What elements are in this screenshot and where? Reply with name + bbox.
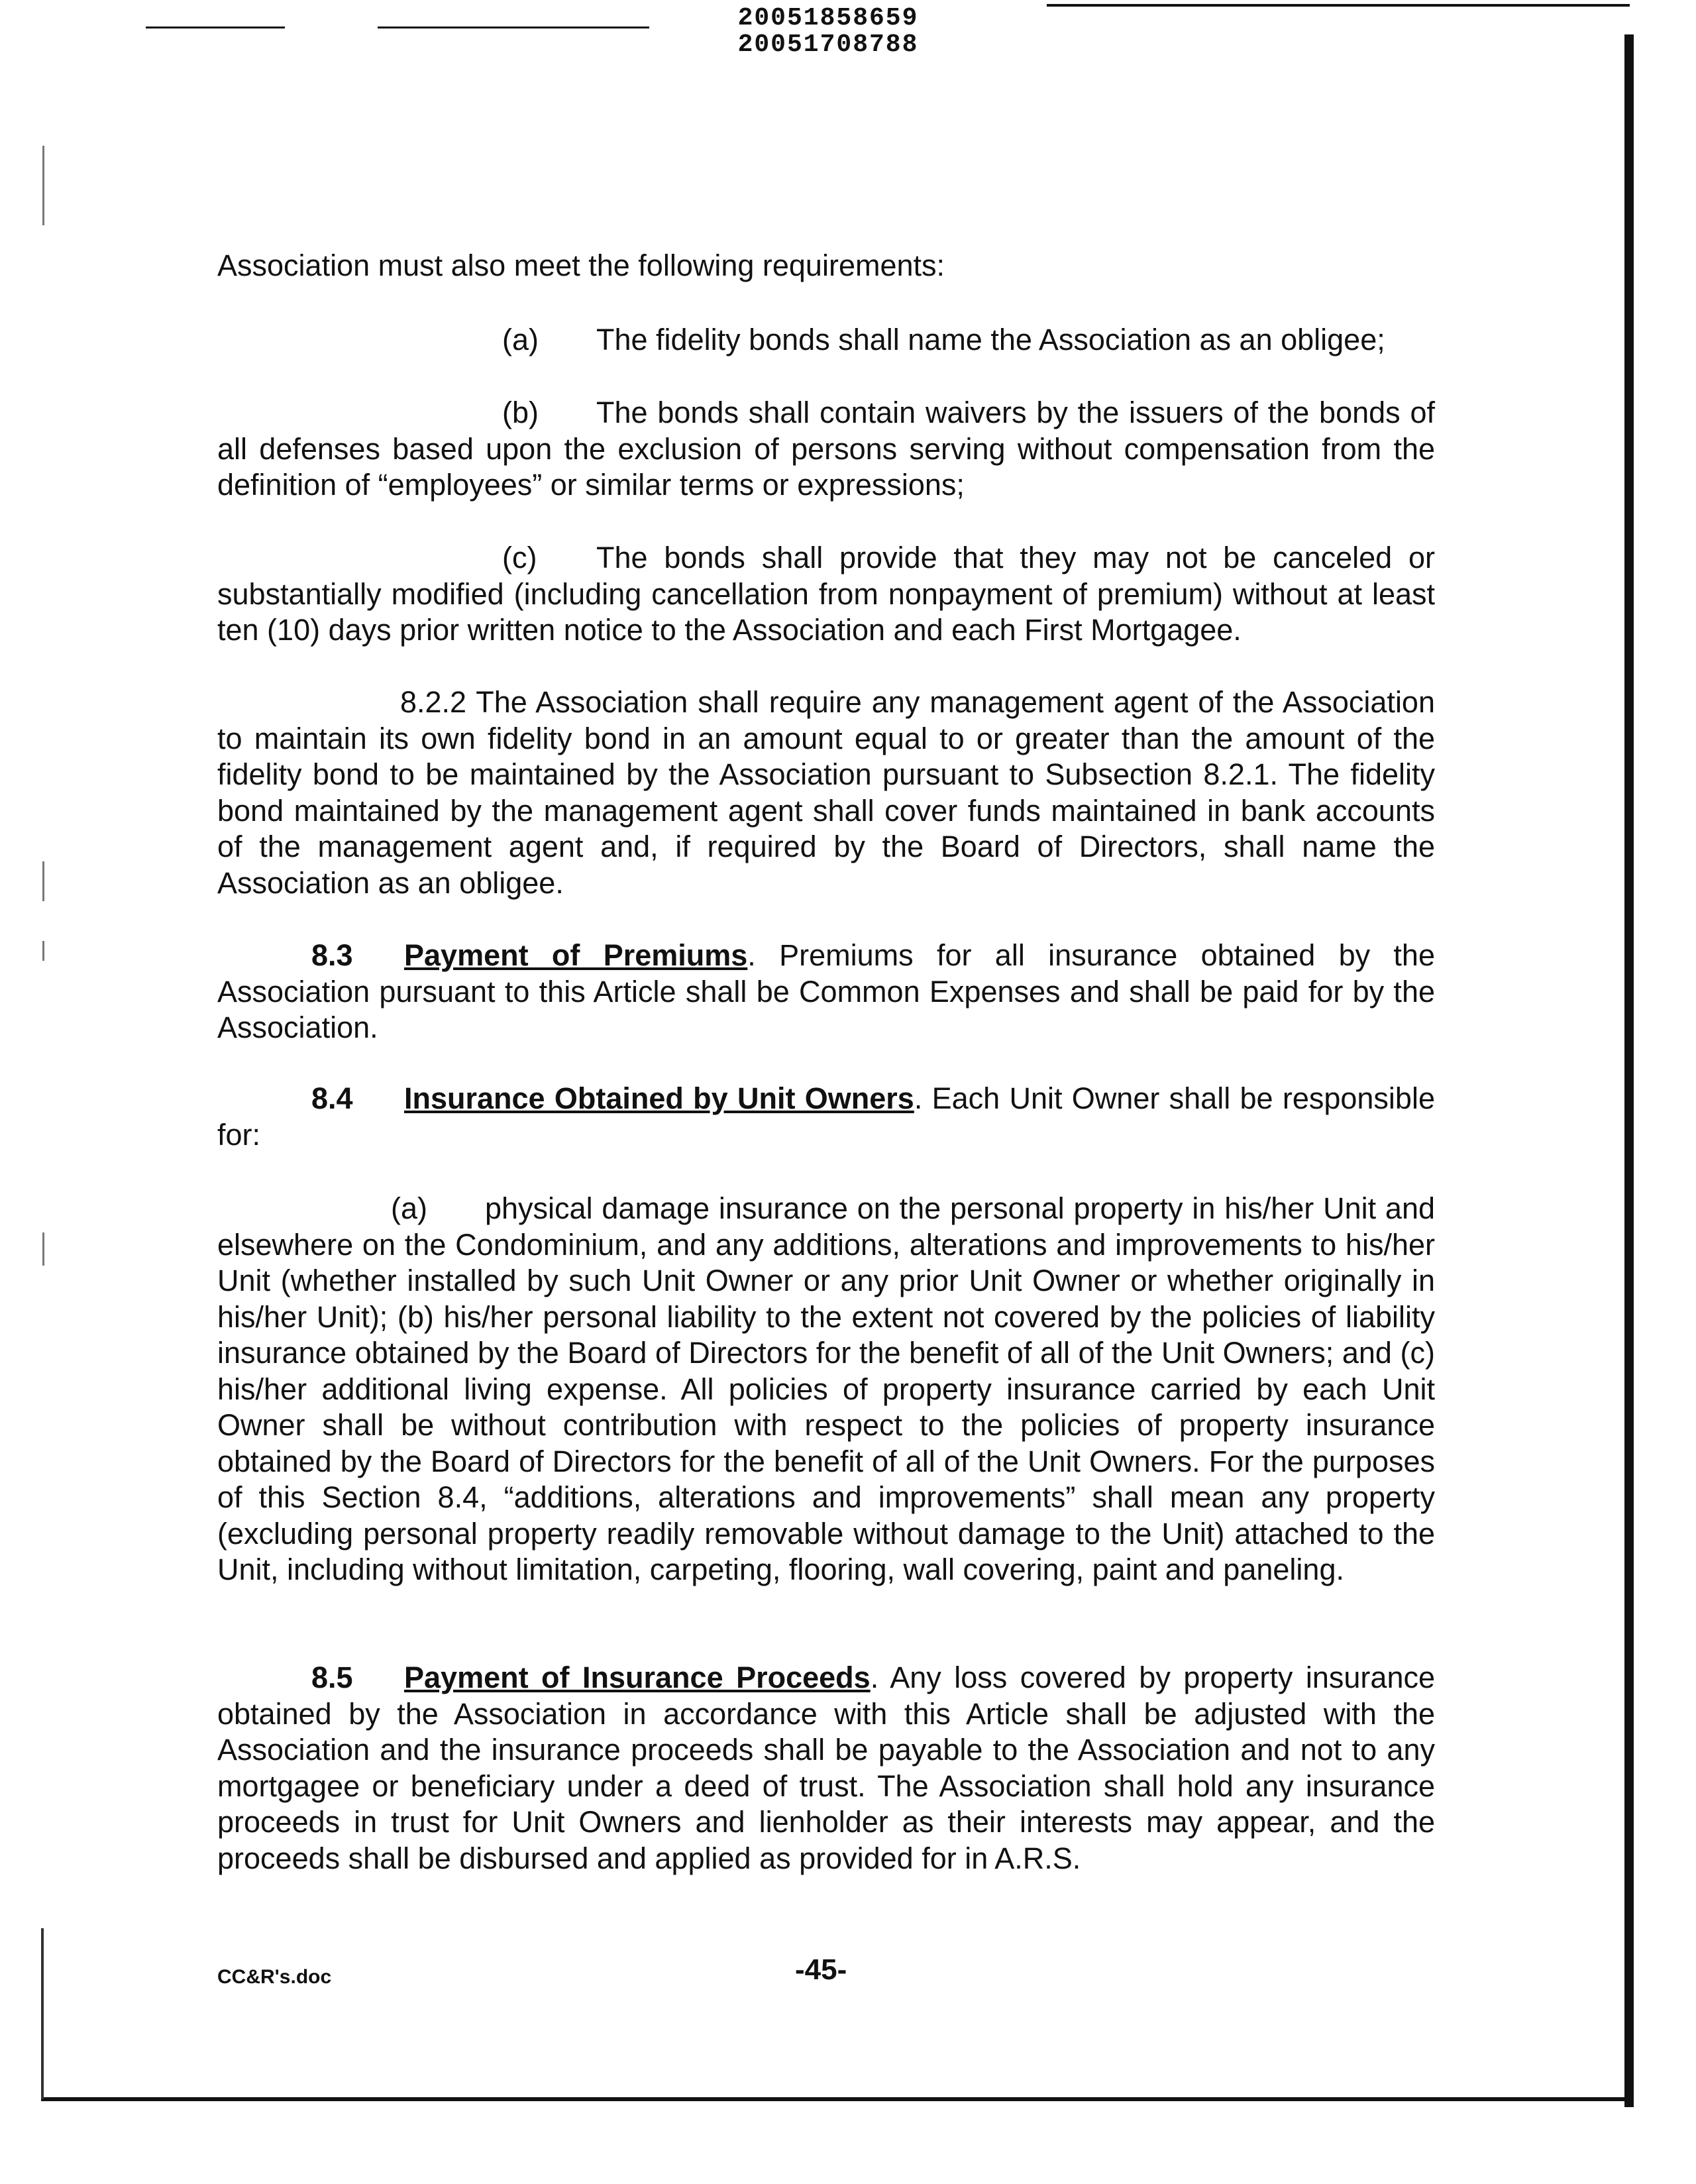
section-8-2-2-text: 8.2.2 The Association shall require any management agent of the Association to maintain its own fidelity bond in an amount equal to or greater than the amount of the fidelity bond to be maintained by the Association pursuant to Subsection 8.2.1. The fidelity bond maintained by the management agent shall cover funds maintained in bank accounts of the management agent and, if required by the Board of Directors, shall name the Association as an obligee. — [217, 685, 1435, 900]
item-a-label: (a) — [502, 323, 539, 356]
section-8-5-paragraph — [217, 1660, 1435, 1877]
scan-bottom-border — [41, 2097, 1631, 2101]
item-c-paragraph — [217, 540, 1435, 649]
intro-text: Association must also meet the following requirements: — [217, 248, 945, 282]
scan-top-rule-mid — [378, 27, 649, 28]
scan-left-border — [41, 1928, 44, 2099]
section-8-5-number: 8.5 — [311, 1661, 353, 1694]
item-b-paragraph — [217, 395, 1435, 504]
item-a-text: The fidelity bonds shall name the Association as an obligee; — [596, 323, 1385, 356]
scan-top-rule-right — [1047, 4, 1630, 7]
section-8-4-a-paragraph — [217, 1191, 1435, 1588]
section-8-2-2-paragraph — [217, 684, 1435, 901]
item-b-label: (b) — [502, 396, 539, 429]
document-filename: CC&R's.doc — [217, 1966, 332, 1988]
item-c-text: The bonds shall provide that they may not be canceled or substantially modified (including cancellation from nonpayment of premium) without at least ten (10) days prior written notice to the Association and each First Mortgagee. — [217, 541, 1435, 647]
item-a-paragraph — [217, 322, 1435, 358]
section-8-3-number: 8.3 — [311, 938, 353, 972]
page-number: -45- — [795, 1953, 847, 1986]
section-8-4-number: 8.4 — [311, 1081, 353, 1115]
scan-left-mark — [42, 861, 44, 901]
section-8-4-text: . Each Unit Owner shall be responsible for: — [217, 1081, 1435, 1152]
stamp-line-2: 20051708788 — [737, 30, 919, 59]
scan-top-rule-left — [146, 27, 285, 28]
scan-left-mark — [42, 146, 44, 225]
item-c-label: (c) — [502, 541, 537, 574]
scan-left-mark — [42, 941, 44, 961]
section-8-3-paragraph — [217, 938, 1435, 1046]
section-8-5-heading: Payment of Insurance Proceeds — [404, 1661, 871, 1694]
section-8-4-a-label: (a) — [391, 1191, 427, 1225]
section-8-3-text: . Premiums for all insurance obtained by the Association pursuant to this Article shall be Common Expenses and shall be paid for by the Association. — [217, 938, 1435, 1044]
section-8-4-paragraph — [217, 1081, 1435, 1153]
stamp-line-1: 20051858659 — [737, 4, 919, 32]
section-8-5-text: . Any loss covered by property insurance obtained by the Association in accordance with this Article shall be adjusted with the Association and the insurance proceeds shall be payable to the Association and not to any mortgagee or beneficiary under a deed of trust. The Association shall hold any insurance proceeds in trust for Unit Owners and lienholder as their interests may appear, and the proceeds shall be disbursed and applied as provided for in A.R.S. — [217, 1661, 1435, 1875]
scan-left-mark — [42, 1232, 44, 1266]
section-8-3-heading: Payment of Premiums — [404, 938, 748, 972]
section-8-4-a-text: physical damage insurance on the personal property in his/her Unit and elsewhere on the Condominium, and any additions, alterations and improvements to his/her Unit (whether installed by such Unit Owner or any prior Unit Owner or whether originally in his/her Unit); (b) his/her personal liability to the extent not covered by the policies of liability insurance obtained by the Board of Directors for the benefit of all of the Unit Owners; and (c) his/her additional living expense. All policies of property insurance carried by each Unit Owner shall be without contribution with respect to the policies of property insurance obtained by the Board of Directors for the benefit of all of the Unit Owners. For the purposes of this Section 8.4, “additions, alterations and improvements” shall mean any property (excluding personal property readily removable without damage to the Unit) attached to the Unit, including without limitation, carpeting, flooring, wall covering, paint and paneling. — [217, 1191, 1435, 1586]
section-8-4-heading: Insurance Obtained by Unit Owners — [404, 1081, 914, 1115]
scan-right-border — [1624, 34, 1634, 2107]
document-number-stamp — [716, 5, 941, 58]
intro-paragraph — [217, 248, 1435, 284]
item-b-text: The bonds shall contain waivers by the issuers of the bonds of all defenses based upon the exclusion of persons serving without compensation from the definition of “employees” or similar terms or expressions; — [217, 396, 1435, 502]
